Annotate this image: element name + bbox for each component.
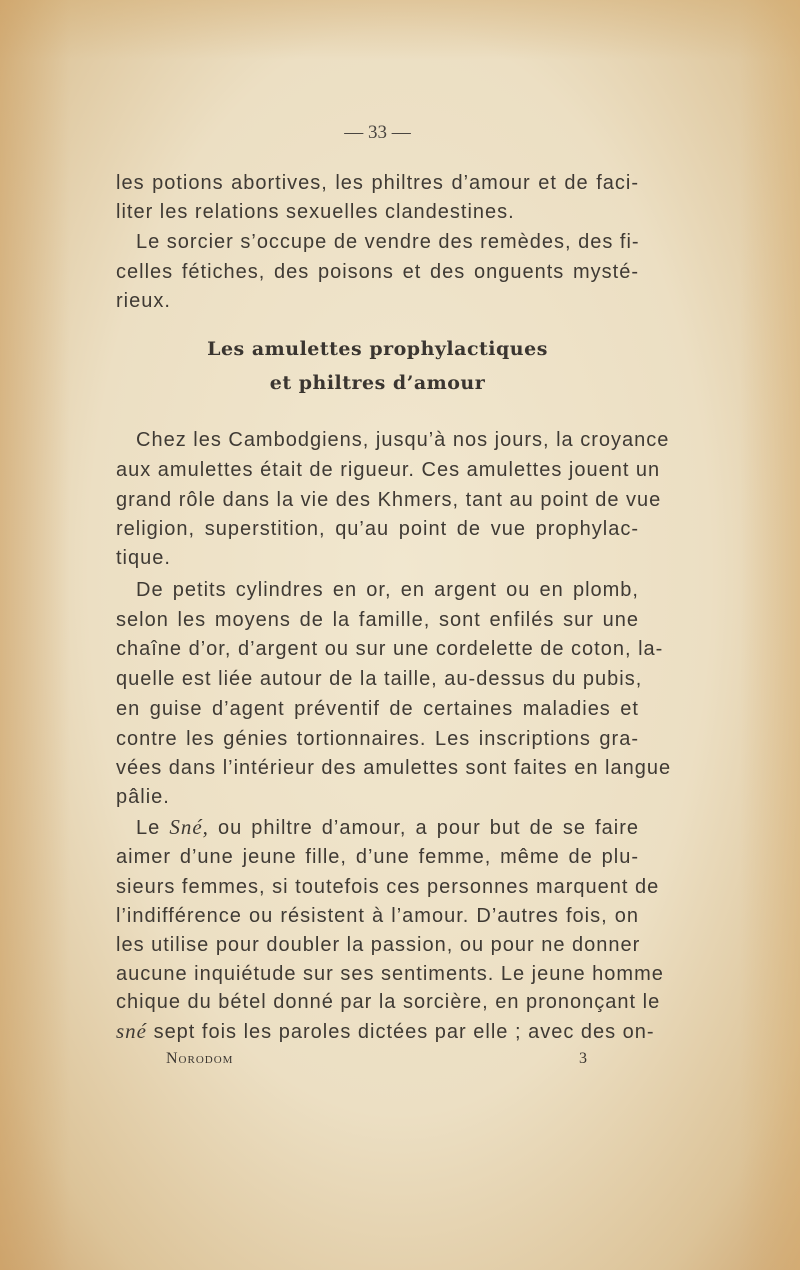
text-line: liter les relations sexuelles clandestines. [116,201,515,223]
text-line: pâlie. [116,786,170,808]
text-line: vées dans l’intérieur des amulettes sont faites en langue [116,757,672,779]
section-heading-line-2: et philtres d’amour [269,372,486,394]
text-line: les utilise pour doubler la passion, ou pour ne donner [116,934,641,956]
text-line: De petits cylindres en or, en argent ou en plomb, [136,579,639,601]
text-line: Le sorcier s’occupe de vendre des remèdes, des fi- [136,231,640,253]
text-line: les potions abortives, les philtres d’amour et de faci- [116,172,639,194]
text-line: chique du bétel donné par la sorcière, en prononçant le [116,991,661,1013]
term-sne: sné [116,1019,147,1043]
footer-signature-mark: 3 [579,1050,588,1067]
text-line: selon les moyens de la famille, sont enfilés sur une [116,609,639,631]
text-line: l’indifférence ou résistent à l’amour. D’autres fois, on [116,905,639,927]
text-line: aucune inquiétude sur ses sentiments. Le jeune homme [116,963,664,985]
text-fragment: Le [136,817,161,839]
text-line: rieux. [116,290,171,312]
text-line: chaîne d’or, d’argent ou sur une cordelette de coton, la- [116,638,664,660]
footer-author: Norodom [166,1050,234,1067]
text-fragment: ou philtre d’amour, a pour but de se faire [217,817,640,839]
text-line: grand rôle dans la vie des Khmers, tant au point de vue [116,489,662,511]
text-line: contre les génies tortionnaires. Les inscriptions gra- [116,728,639,750]
text-line: religion, superstition, qu’au point de vue prophylac- [116,518,639,540]
text-line: aimer d’une jeune fille, d’une femme, même de plu- [116,846,639,868]
text-line: aux amulettes était de rigueur. Ces amulettes jouent un [116,459,661,481]
term-sne: Sné, [169,815,209,839]
text-line: Chez les Cambodgiens, jusqu’à nos jours, la croyance [136,429,670,451]
text-fragment: sept fois les paroles dictées par elle ; avec des on- [153,1021,655,1043]
page-number: — 33 — [344,122,411,143]
page-edge-right [740,0,800,1270]
page-edge-left [0,0,70,1270]
text-line: tique. [116,547,171,569]
text-line: en guise d’agent préventif de certaines maladies et [116,698,639,720]
text-line: sieurs femmes, si toutefois ces personnes marquent de [116,876,660,898]
text-line-sne-2 [116,1016,655,1046]
text-line: quelle est liée autour de la taille, au-dessus du pubis, [116,668,643,690]
section-heading-line-1: Les amulettes prophylactiques [207,338,548,360]
text-line: celles fétiches, des poisons et des onguents mysté- [116,261,639,283]
text-line-sne [136,812,639,842]
page-edge-top [0,0,800,60]
